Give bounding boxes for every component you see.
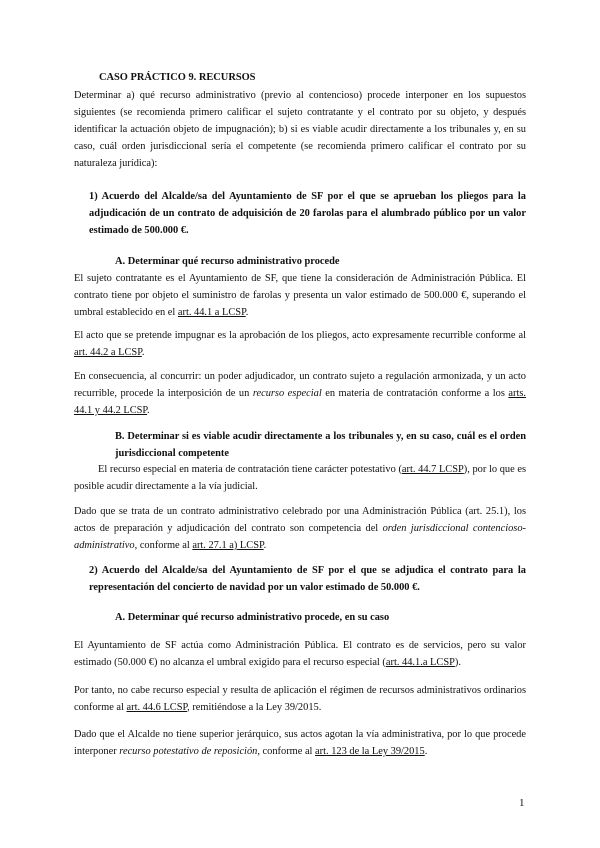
legal-reference-link[interactable]: art. 27.1 a) LCSP bbox=[192, 540, 264, 551]
case-2-a-paragraph-3: Dado que el Alcalde no tiene superior jerárquico, sus actos agotan la vía administrativa, por lo que procede interponer recurso potestativo de reposición, conforme al art. 123 de la Ley 39/2015. bbox=[74, 729, 526, 757]
case-1-heading: 1) Acuerdo del Alcalde/sa del Ayuntamiento de SF por el que se aprueban los pliegos para la adjudicación de un contrato de adquisición de 20 farolas para el alumbrado público por un valor estimado de 500.000 €. bbox=[89, 191, 526, 236]
legal-reference-link[interactable]: art. 44.6 LCSP bbox=[126, 702, 188, 713]
intro-paragraph: Determinar a) qué recurso administrativo (previo al contencioso) procede interponer en los supuestos siguientes (se recomienda primero calificar el sujeto contratante y el contrato por su objeto, y después identificar la actuación objeto de impugnación); b) si es viable acudir directamente a los tribunales y, en su caso, cuál orden jurisdiccional sería el competente (se recomienda primero calificar el contrato por su naturaleza jurídica): bbox=[74, 90, 526, 169]
case-1-a-paragraph-1: El sujeto contratante es el Ayuntamiento de SF, que tiene la consideración de Administración Pública. El contrato tiene por objeto el suministro de farolas y presenta un valor estimado de 500.000 €, superando el umbral establecido en el art. 44.1 a LCSP. bbox=[74, 273, 526, 318]
case-2-heading: 2) Acuerdo del Alcalde/sa del Ayuntamiento de SF por el que se adjudica el contrato para la representación del concierto de navidad por un valor estimado de 50.000 €. bbox=[89, 565, 526, 593]
page-number: 1 bbox=[519, 797, 525, 809]
case-1-a-paragraph-3: En consecuencia, al concurrir: un poder adjudicador, un contrato sujeto a regulación armonizada, y un acto recurrible, procede la interposición de un recurso especial en materia de contratación conforme a los arts. 44.1 y 44.2 LCSP. bbox=[74, 371, 526, 416]
legal-reference-link[interactable]: art. 123 de la Ley 39/2015 bbox=[315, 746, 425, 757]
legal-reference-link[interactable]: arts. 44.1 y 44.2 LCSP bbox=[74, 388, 526, 416]
case-2-a-paragraph-2: Por tanto, no cabe recurso especial y resulta de aplicación el régimen de recursos administrativos ordinarios conforme al art. 44.6 LCSP, remitiéndose a la Ley 39/2015. bbox=[74, 685, 526, 713]
case-1-b-paragraph-1: El recurso especial en materia de contratación tiene carácter potestativo (art. 44.7 LCSP), por lo que es posible acudir directamente a la vía judicial. bbox=[74, 464, 526, 492]
legal-reference-link[interactable]: art. 44.1.a LCSP bbox=[385, 657, 455, 668]
case-1-b-paragraph-2: Dado que se trata de un contrato administrativo celebrado por una Administración Pública (art. 25.1), los actos de preparación y adjudicación del contrato son competencia del orden jurisdiccional contencioso-administrativo, conforme al art. 27.1 a) LCSP. bbox=[74, 506, 526, 551]
legal-reference-link[interactable]: art. 44.7 LCSP bbox=[401, 464, 464, 475]
case-1-section-a-heading: A. Determinar qué recurso administrativo procede bbox=[115, 256, 340, 267]
case-1-section-b-heading: B. Determinar si es viable acudir directamente a los tribunales y, en su caso, cuál es el orden jurisdiccional competente bbox=[115, 431, 526, 459]
case-2-section-a-heading: A. Determinar qué recurso administrativo procede, en su caso bbox=[115, 612, 390, 623]
page-title: CASO PRÁCTICO 9. RECURSOS bbox=[99, 72, 256, 83]
case-2-a-paragraph-1: El Ayuntamiento de SF actúa como Administración Pública. El contrato es de servicios, pero su valor estimado (50.000 €) no alcanza el umbral exigido para el recurso especial (art. 44.1.a LCSP). bbox=[74, 640, 526, 668]
legal-reference-link[interactable]: art. 44.2 a LCSP bbox=[74, 347, 142, 358]
case-1-a-paragraph-2: El acto que se pretende impugnar es la aprobación de los pliegos, acto expresamente recurrible conforme al art. 44.2 a LCSP. bbox=[74, 330, 526, 358]
legal-reference-link[interactable]: art. 44.1 a LCSP bbox=[177, 307, 246, 318]
